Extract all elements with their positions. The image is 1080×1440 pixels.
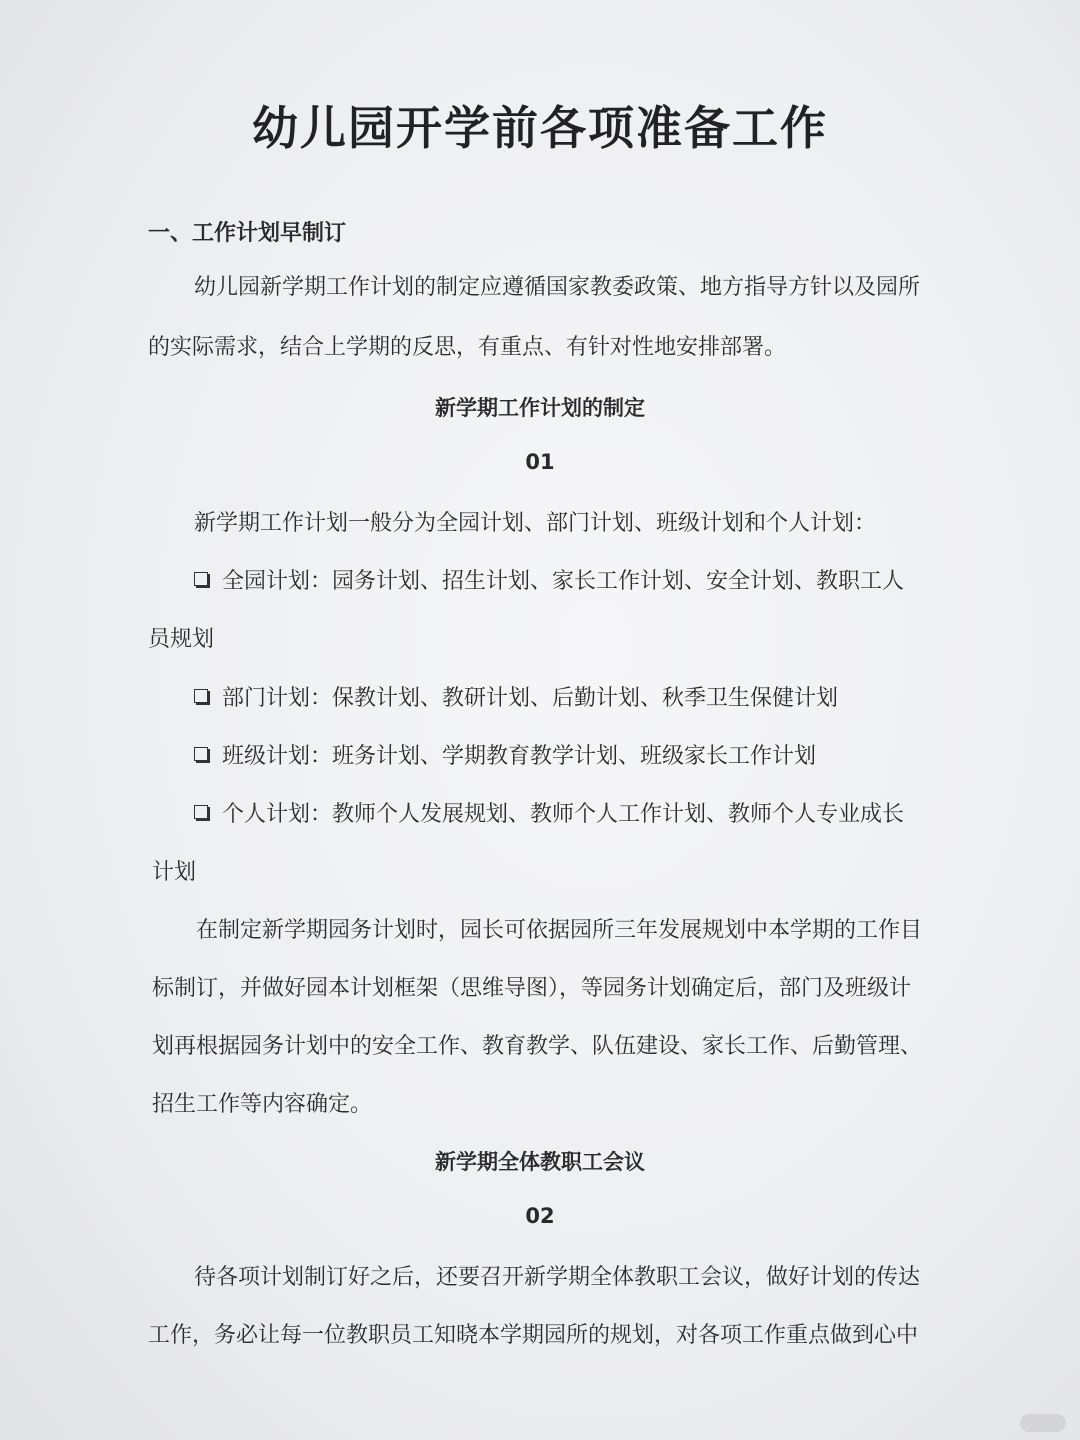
para-line: 招生工作等内容确定。 — [152, 1092, 373, 1117]
bullet-text: 班级计划：班务计划、学期教育教学计划、班级家长工作计划 — [222, 744, 817, 769]
section-heading: 一、工作计划早制订 — [148, 221, 347, 246]
page-title: 幼儿园开学前各项准备工作 — [252, 101, 828, 155]
para-line: 在制定新学期园务计划时，园长可依据园所三年发展规划中本学期的工作目 — [196, 918, 923, 943]
bullet-item — [194, 683, 838, 715]
para-line: 划再根据园务计划中的安全工作、教育教学、队伍建设、家长工作、后勤管理、 — [152, 1034, 923, 1059]
watermark — [1020, 1414, 1066, 1432]
checkbox-icon — [194, 747, 208, 761]
bullet-continuation: 计划 — [152, 860, 197, 885]
intro-line-2: 的实际需求，结合上学期的反思，有重点、有针对性地安排部署。 — [148, 335, 787, 360]
checkbox-icon — [194, 805, 208, 819]
bullet-text: 全园计划：园务计划、招生计划、家长工作计划、安全计划、教职工人 — [222, 569, 905, 594]
bullet-item — [194, 566, 904, 598]
para-line: 待各项计划制订好之后，还要召开新学期全体教职工会议，做好计划的传达 — [194, 1265, 921, 1290]
checkbox-icon — [194, 689, 208, 703]
bullet-continuation: 员规划 — [148, 627, 215, 652]
intro-line-1: 幼儿园新学期工作计划的制定应遵循国家教委政策、地方指导方针以及园所 — [194, 275, 921, 300]
subheading-plan: 新学期工作计划的制定 — [435, 396, 645, 420]
bullet-item — [194, 741, 816, 773]
section-number-01: 01 — [525, 450, 555, 474]
subheading-meeting: 新学期全体教职工会议 — [435, 1150, 645, 1174]
para-line: 工作，务必让每一位教职员工知晓本学期园所的规划，对各项工作重点做到心中 — [148, 1323, 919, 1348]
checkbox-icon — [194, 572, 208, 586]
section-number-02: 02 — [525, 1204, 555, 1228]
bullet-text: 部门计划：保教计划、教研计划、后勤计划、秋季卫生保健计划 — [222, 686, 839, 711]
para-line: 标制订，并做好园本计划框架（思维导图），等园务计划确定后，部门及班级计 — [152, 976, 912, 1001]
bullet-text: 个人计划：教师个人发展规划、教师个人工作计划、教师个人专业成长 — [222, 802, 905, 827]
bullet-item — [194, 799, 904, 831]
plan-lead: 新学期工作计划一般分为全园计划、部门计划、班级计划和个人计划： — [194, 511, 877, 536]
